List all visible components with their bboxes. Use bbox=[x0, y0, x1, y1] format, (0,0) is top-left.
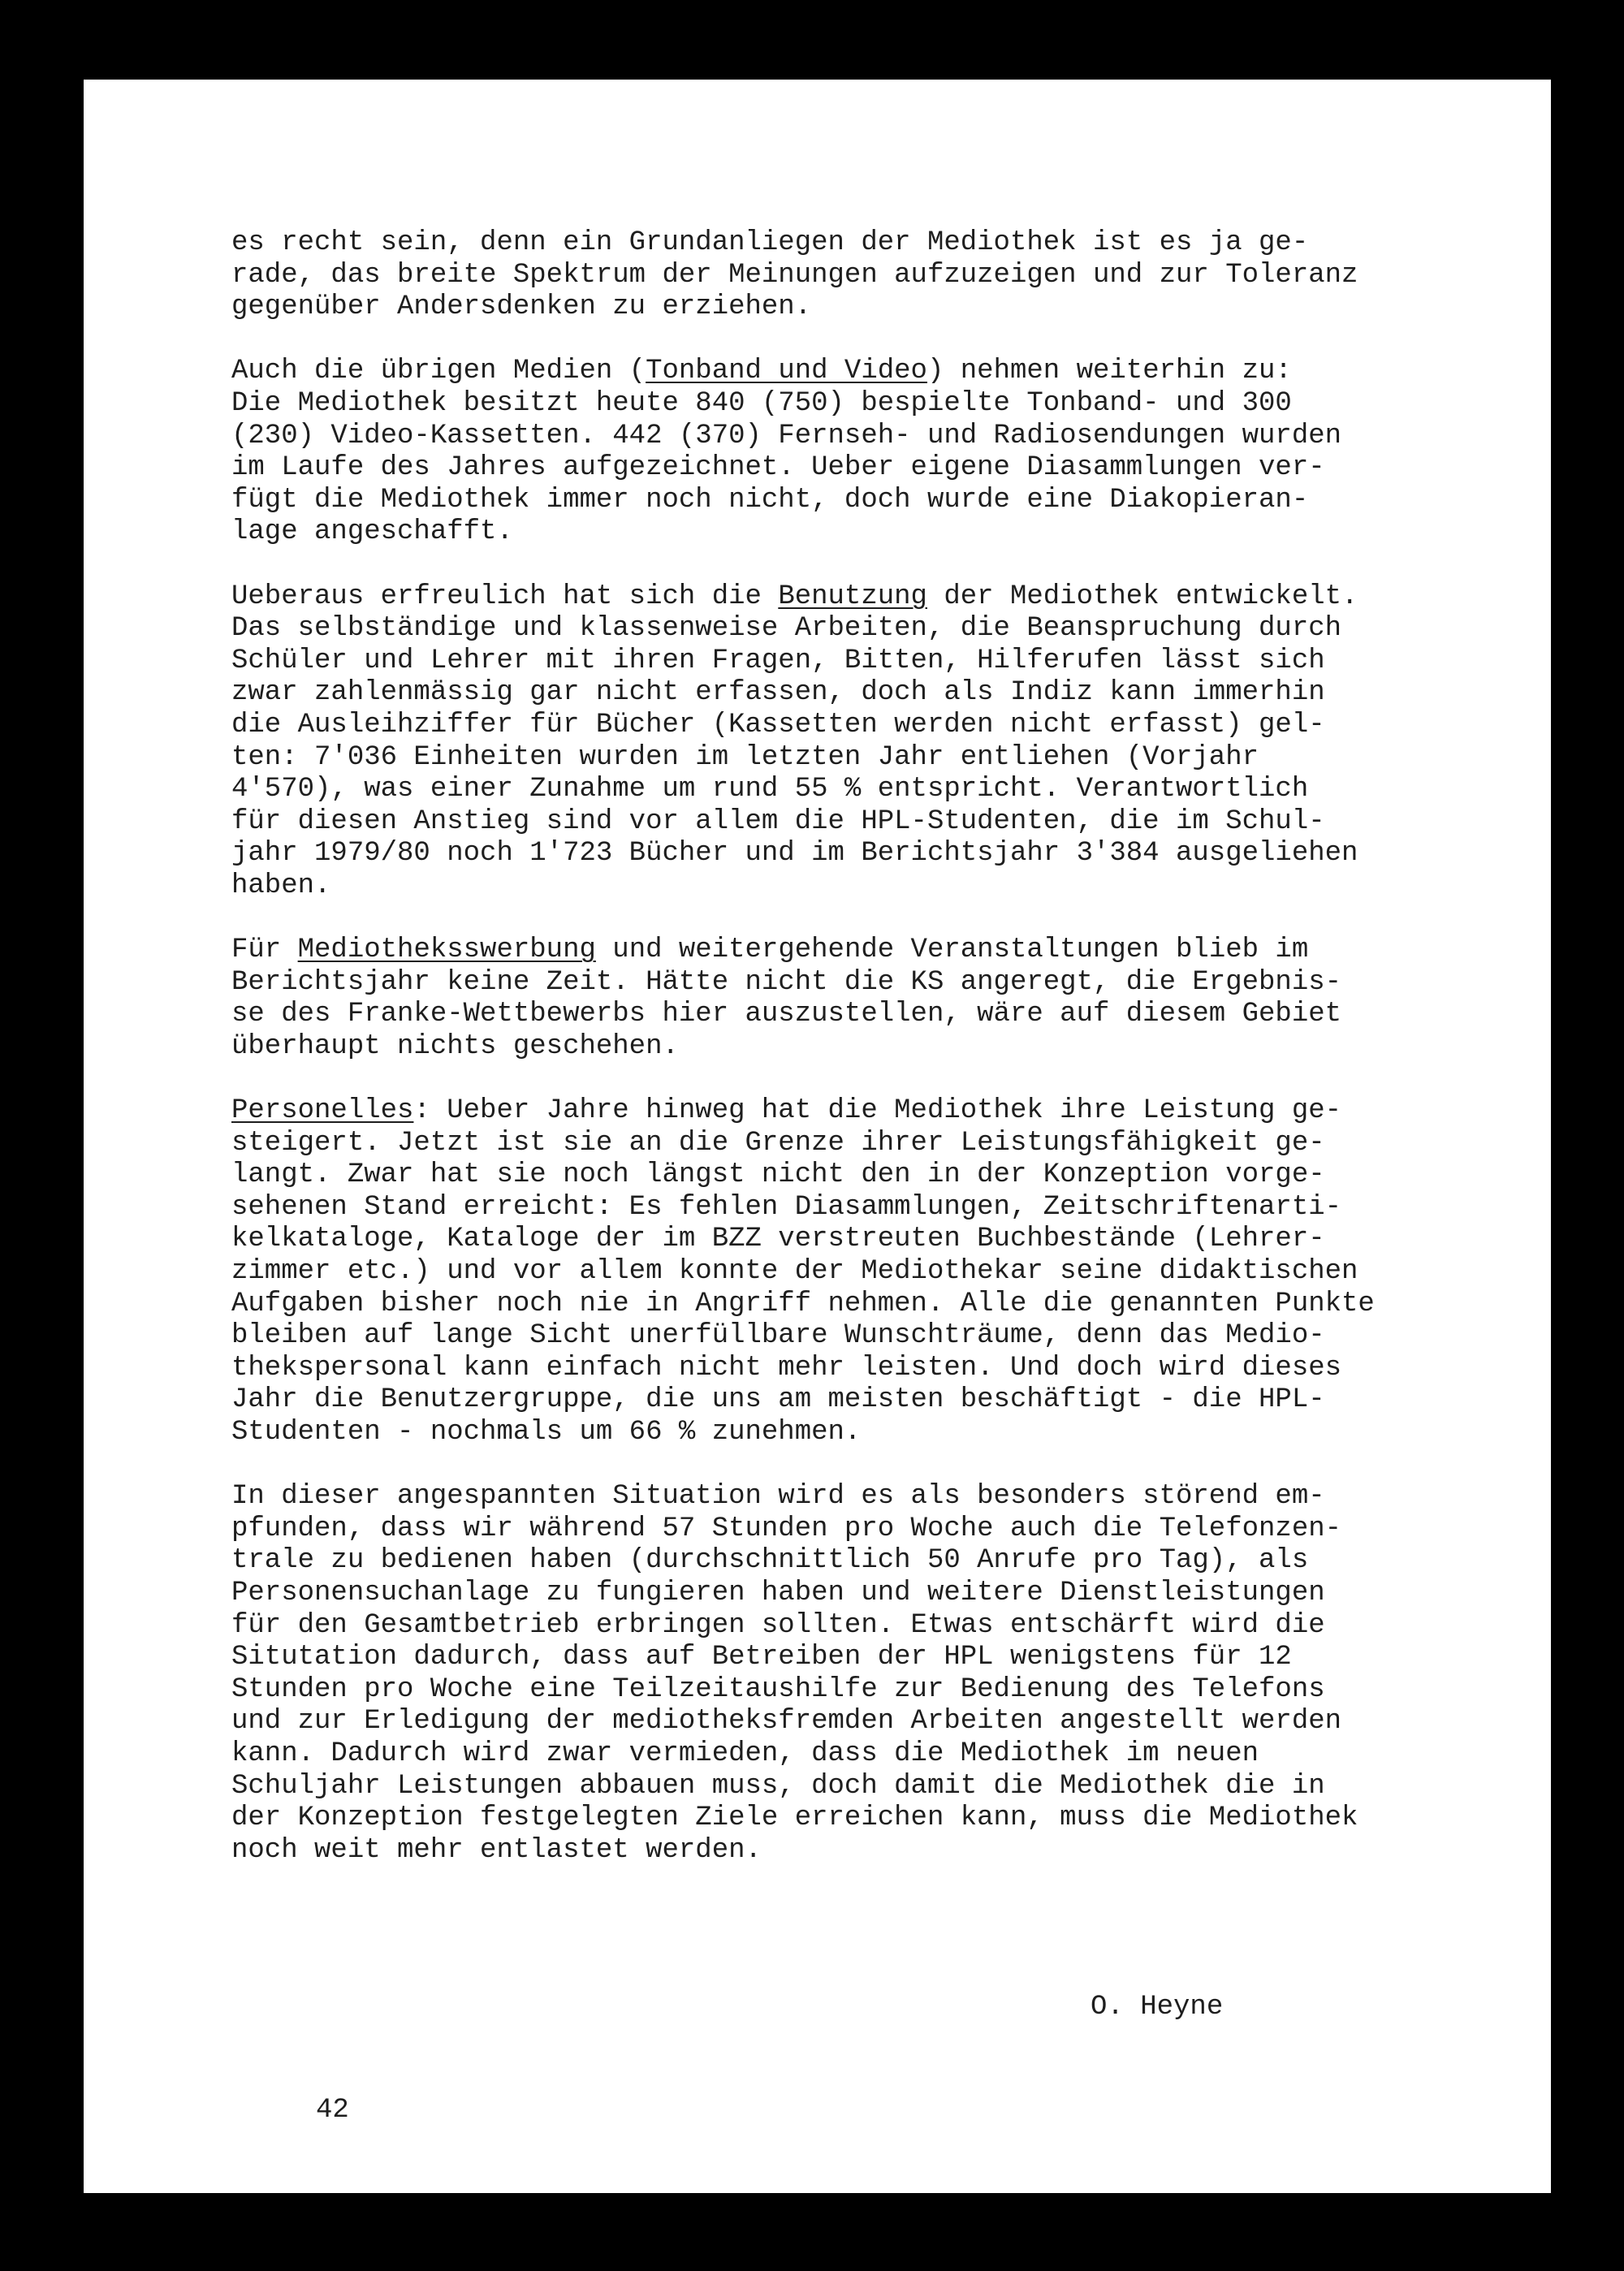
paragraph bbox=[231, 1095, 1563, 1449]
text-segment: gegenüber Andersdenken zu erziehen. bbox=[231, 291, 812, 323]
text-segment: die Ausleihziffer für Bücher (Kassetten werden nicht erfasst) gel- bbox=[231, 709, 1325, 740]
paragraph bbox=[231, 581, 1563, 903]
text-line bbox=[231, 356, 1563, 388]
text-line bbox=[231, 613, 1563, 645]
text-line bbox=[231, 1289, 1563, 1321]
text-segment: ) nehmen weiterhin zu: bbox=[926, 356, 1292, 387]
text-segment: : Ueber Jahre hinweg hat die Mediothek ihre Leistung ge- bbox=[413, 1095, 1342, 1127]
text-line bbox=[231, 388, 1563, 421]
text-segment: Ueberaus erfreulich hat sich die bbox=[231, 581, 779, 612]
text-line bbox=[231, 806, 1563, 839]
text-line bbox=[231, 677, 1563, 710]
text-segment: für den Gesamtbetrieb erbringen sollten. Etwas entschärft wird die bbox=[231, 1609, 1325, 1641]
text-segment: Für bbox=[231, 935, 298, 966]
text-segment: Jahr die Benutzergruppe, die uns am meisten beschäftigt - die HPL- bbox=[231, 1384, 1325, 1416]
document-page bbox=[84, 80, 1551, 2193]
text-segment: es recht sein, denn ein Grundanliegen der Mediothek ist es ja ge- bbox=[231, 227, 1309, 258]
text-segment: Situtation dadurch, dass auf Betreiben der HPL wenigstens für 12 bbox=[231, 1642, 1292, 1673]
paragraph bbox=[231, 935, 1563, 1063]
text-line bbox=[231, 645, 1563, 678]
text-line bbox=[231, 710, 1563, 742]
text-segment: Schüler und Lehrer mit ihren Fragen, Bitten, Hilferufen lässt sich bbox=[231, 645, 1325, 676]
text-segment: Personensuchanlage zu fungieren haben und weitere Dienstleistungen bbox=[231, 1577, 1325, 1608]
text-line bbox=[231, 1513, 1563, 1546]
text-segment: für diesen Anstieg sind vor allem die HPL-Studenten, die im Schul- bbox=[231, 805, 1325, 837]
underlined-term: Benutzung bbox=[778, 581, 927, 612]
text-line bbox=[231, 1674, 1563, 1707]
text-line bbox=[231, 870, 1563, 903]
text-line bbox=[231, 999, 1563, 1031]
underlined-term: Personelles bbox=[231, 1095, 414, 1127]
text-line bbox=[231, 485, 1563, 517]
text-line bbox=[231, 1706, 1563, 1738]
text-segment: fügt die Mediothek immer noch nicht, doch wurde eine Diakopieran- bbox=[231, 484, 1309, 516]
text-segment: überhaupt nichts geschehen. bbox=[231, 1030, 679, 1062]
text-segment: jahr 1979/80 noch 1'723 Bücher und im Berichtsjahr 3'384 ausgeliehen bbox=[231, 838, 1358, 870]
text-segment: Das selbständige und klassenweise Arbeiten, die Beanspruchung durch bbox=[231, 613, 1342, 645]
underlined-term: Tonband und Video bbox=[646, 356, 927, 387]
text-line bbox=[231, 1320, 1563, 1353]
text-line bbox=[231, 1771, 1563, 1803]
paragraph bbox=[231, 356, 1563, 549]
text-segment: Auch die übrigen Medien ( bbox=[231, 356, 646, 387]
text-segment: Stunden pro Woche eine Teilzeitaushilfe zur Bedienung des Telefons bbox=[231, 1673, 1325, 1705]
text-line bbox=[231, 452, 1563, 485]
text-segment: (230) Video-Kassetten. 442 (370) Fernseh- und Radiosendungen wurden bbox=[231, 420, 1342, 451]
text-line bbox=[231, 260, 1563, 292]
text-line bbox=[231, 1642, 1563, 1674]
page-number: 42 bbox=[316, 2095, 349, 2126]
text-segment: Die Mediothek besitzt heute 840 (750) bespielte Tonband- und 300 bbox=[231, 387, 1292, 419]
text-segment: thekspersonal kann einfach nicht mehr leisten. Und doch wird dieses bbox=[231, 1352, 1342, 1384]
paragraph bbox=[231, 1481, 1563, 1867]
text-segment: im Laufe des Jahres aufgezeichnet. Ueber eigene Diasammlungen ver- bbox=[231, 452, 1325, 484]
author-signature: O. Heyne bbox=[1091, 1992, 1224, 2023]
text-line bbox=[231, 1095, 1563, 1128]
text-segment: kelkataloge, Kataloge der im BZZ verstreuten Buchbestände (Lehrer- bbox=[231, 1224, 1325, 1255]
text-line bbox=[231, 1353, 1563, 1385]
text-segment: zwar zahlenmässig gar nicht erfassen, doch als Indiz kann immerhin bbox=[231, 677, 1325, 709]
text-segment: Aufgaben bisher noch nie in Angriff nehmen. Alle die genannten Punkte bbox=[231, 1288, 1375, 1319]
text-segment: noch weit mehr entlastet werden. bbox=[231, 1834, 762, 1866]
text-segment: der Konzeption festgelegten Ziele erreichen kann, muss die Mediothek bbox=[231, 1803, 1358, 1834]
text-segment: haben. bbox=[231, 870, 331, 901]
text-line bbox=[231, 935, 1563, 967]
text-line bbox=[231, 774, 1563, 806]
text-line bbox=[231, 1578, 1563, 1610]
text-segment: und weitergehende Veranstaltungen blieb im bbox=[595, 935, 1309, 966]
text-segment: kann. Dadurch wird zwar vermieden, dass die Mediothek im neuen bbox=[231, 1738, 1259, 1769]
text-line bbox=[231, 1256, 1563, 1289]
text-segment: pfunden, dass wir während 57 Stunden pro Woche auch die Telefonzen- bbox=[231, 1513, 1342, 1544]
text-segment: und zur Erledigung der mediotheksfremden Arbeiten angestellt werden bbox=[231, 1706, 1342, 1738]
text-line bbox=[231, 967, 1563, 999]
text-segment: steigert. Jetzt ist sie an die Grenze ihrer Leistungsfähigkeit ge- bbox=[231, 1127, 1325, 1159]
text-line bbox=[231, 1128, 1563, 1160]
text-segment: zimmer etc.) und vor allem konnte der Mediothekar seine didaktischen bbox=[231, 1256, 1358, 1287]
text-line bbox=[231, 1545, 1563, 1578]
text-segment: der Mediothek entwickelt. bbox=[926, 581, 1358, 612]
text-line bbox=[231, 227, 1563, 260]
text-segment: se des Franke-Wettbewerbs hier auszustellen, wäre auf diesem Gebiet bbox=[231, 999, 1342, 1030]
text-line bbox=[231, 1384, 1563, 1417]
text-segment: rade, das breite Spektrum der Meinungen aufzuzeigen und zur Toleranz bbox=[231, 259, 1358, 291]
text-line bbox=[231, 516, 1563, 549]
text-line bbox=[231, 1192, 1563, 1224]
text-line bbox=[231, 291, 1563, 324]
body-text bbox=[231, 227, 1563, 1899]
text-line bbox=[231, 421, 1563, 453]
text-segment: trale zu bedienen haben (durchschnittlich 50 Anrufe pro Tag), als bbox=[231, 1545, 1309, 1577]
text-segment: Berichtsjahr keine Zeit. Hätte nicht die KS angeregt, die Ergebnis- bbox=[231, 966, 1342, 998]
text-segment: Studenten - nochmals um 66 % zunehmen. bbox=[231, 1416, 862, 1448]
text-segment: Schuljahr Leistungen abbauen muss, doch damit die Mediothek die in bbox=[231, 1770, 1325, 1802]
text-segment: ten: 7'036 Einheiten wurden im letzten Jahr entliehen (Vorjahr bbox=[231, 741, 1259, 773]
text-line bbox=[231, 1159, 1563, 1192]
text-line bbox=[231, 1835, 1563, 1867]
text-line bbox=[231, 1481, 1563, 1513]
text-segment: lage angeschafft. bbox=[231, 516, 513, 548]
text-line bbox=[231, 581, 1563, 614]
text-segment: bleiben auf lange Sicht unerfüllbare Wunschträume, denn das Medio- bbox=[231, 1320, 1325, 1352]
text-line bbox=[231, 742, 1563, 775]
text-line bbox=[231, 1738, 1563, 1771]
text-segment: In dieser angespannten Situation wird es als besonders störend em- bbox=[231, 1481, 1325, 1513]
paragraph bbox=[231, 227, 1563, 324]
text-segment: langt. Zwar hat sie noch längst nicht den in der Konzeption vorge- bbox=[231, 1159, 1325, 1191]
text-segment: sehenen Stand erreicht: Es fehlen Diasammlungen, Zeitschriftenarti- bbox=[231, 1191, 1342, 1223]
text-line bbox=[231, 1610, 1563, 1643]
text-line bbox=[231, 1417, 1563, 1449]
text-line bbox=[231, 1803, 1563, 1835]
text-line bbox=[231, 1031, 1563, 1064]
text-line bbox=[231, 838, 1563, 870]
text-segment: 4'570), was einer Zunahme um rund 55 % entspricht. Verantwortlich bbox=[231, 774, 1309, 805]
text-line bbox=[231, 1224, 1563, 1256]
underlined-term: Mediotheksswerbung bbox=[297, 935, 596, 966]
